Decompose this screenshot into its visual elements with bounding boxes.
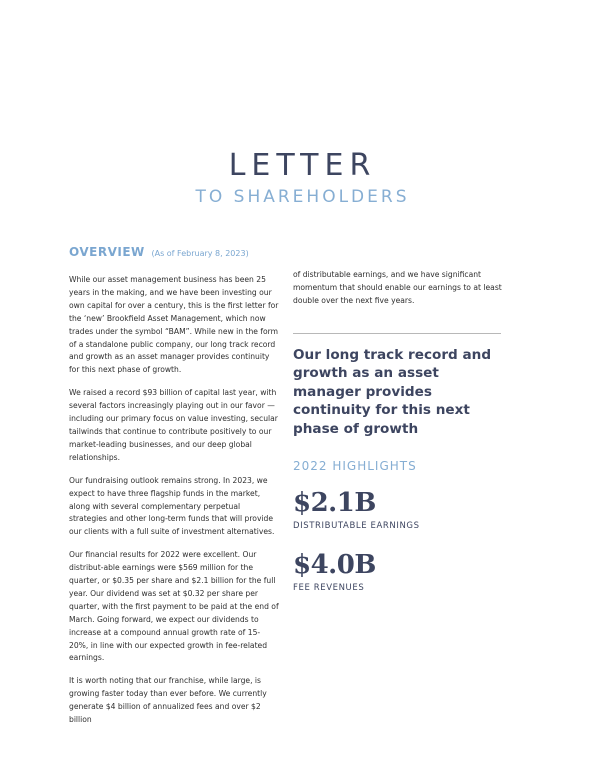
paragraph-franchise-growth: It is worth noting that our franchise, while large, is growing faster today than ever before. We currently generate $4 billion of annualized fees and over $2 billion — [69, 676, 267, 725]
paragraph-fundraising-outlook: Our fundraising outlook remains strong. In 2023, we expect to have three flagship funds in the market, along with several complementary perpetual strategies and other long-term funds that will provide our clients with a full suite of investment alternatives. — [69, 475, 275, 537]
overview-title: OVERVIEW — [69, 245, 145, 259]
divider-rule — [293, 333, 501, 334]
letter-subtitle: TO SHAREHOLDERS — [195, 187, 410, 207]
metric-fee-revenues-value: $4.0B — [293, 550, 376, 581]
paragraph-continuation: of distributable earnings, and we have significant momentum that should enable our earnings to at least double over the next five years. — [293, 270, 502, 305]
left-column — [69, 244, 279, 737]
metric-distributable-earnings-label: DISTRIBUTABLE EARNINGS — [293, 521, 420, 532]
overview-date: (As of February 8, 2023) — [151, 249, 249, 258]
paragraph-financial-results: Our financial results for 2022 were excellent. Our distribut-able earnings were $569 million for the quarter, or $0.35 per share and $2.1 billion for the full year. Our dividend was set at $0.32 per share per quarter, with the first payment to be paid at the end of March. Going forward, we expect our dividends to increase at a compound annual growth rate of 15-20%, in line with our expected growth in fee-related earnings. — [69, 550, 279, 663]
right-column — [293, 269, 503, 594]
metric-fee-revenues-label: FEE REVENUES — [293, 583, 365, 594]
pull-quote: Our long track record and growth as an asset manager provides continuity for this next phase of growth — [293, 346, 492, 437]
overview-heading — [69, 244, 279, 262]
paragraph-capital-raised: We raised a record $93 billion of capital last year, with several factors increasingly playing out in our favor — including our primary focus on value investing, secular tailwinds that continue to contribute positively to our market-leading businesses, and our deep global relationships. — [69, 388, 278, 462]
highlights-heading: 2022 HIGHLIGHTS — [293, 459, 417, 474]
metric-distributable-earnings-value: $2.1B — [293, 488, 376, 519]
paragraph-intro: While our asset management business has been 25 years in the making, and we have been investing our own capital for over a century, this is the first letter for the ‘new’ Brookfield Asset Management, which now trades under the symbol “BAM”. While new in the form of a standalone public company, our long track record and growth as an asset manager provides continuity for this next phase of growth. — [69, 275, 279, 375]
letter-title: LETTER — [228, 148, 377, 183]
